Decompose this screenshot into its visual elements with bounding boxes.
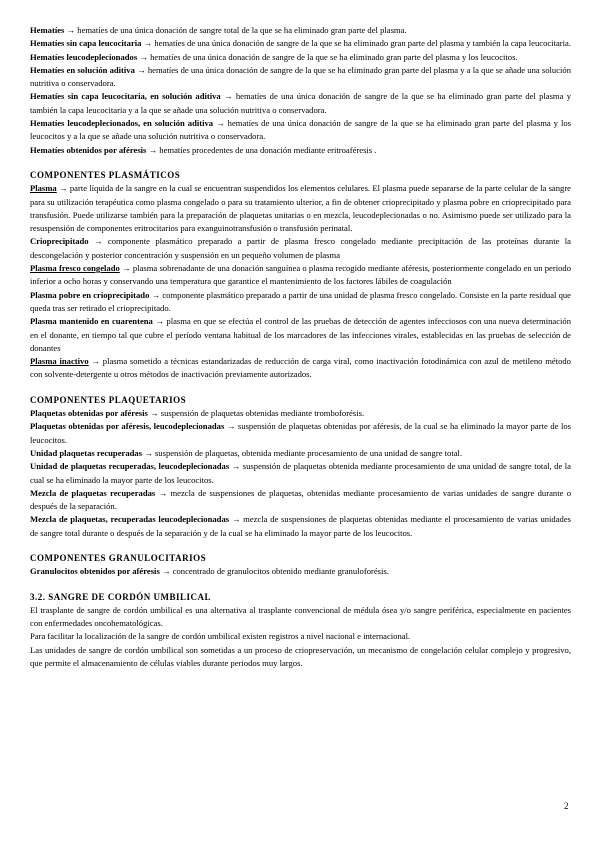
- definition-item: Mezcla de plaquetas, recuperadas leucodeplecionadas → mezcla de suspensiones de plaquetas obtenidas mediante el procesamiento de varias unidades de sangre total durante o después de la separación y de la cual se ha eliminado la mayor parte de los leucocitos.: [30, 514, 571, 538]
- definition-item: Plasma fresco congelado → plasma sobrenadante de una donación sanguínea o plasma recogido mediante aféresis, posteriormente congelado en un periodo inferior a ocho horas y conservando una temperatura que garantice el mantenimiento de los factores lábiles de coagulación: [30, 263, 571, 287]
- definition-item: Hematíes leucodeplecionados, en solución aditiva → hematíes de una única donación de sangre de la que se ha eliminado gran parte del plasma y los leucocitos y a la que se añade una solución nutritiva o conservadora.: [30, 118, 571, 142]
- definition-item: Crioprecipitado → componente plasmático preparado a partir de plasma fresco congelado mediante precipitación de las proteínas durante la descongelación y posterior concentración y suspensión en un pequeño volumen de plasma: [30, 236, 571, 260]
- definition-item: Plasma → parte líquida de la sangre en la cual se encuentran suspendidos los elementos celulares. El plasma puede separarse de la parte celular de la sangre para su utilización terapéutica como plasma congelado o para su tratamiento ulterior, a fin de obtener crioprecipitado y plasma pobre en crioprecipitado para transfusión. Puede utilizarse también para la preparación de plaquetas unitarias o en mezcla, leucodeplecionadas o no. Asimismo puede ser utilizado para la resuspensión de componentes eritrocitarios para exanguinotransfusión o transfusión perinatal.: [30, 183, 571, 234]
- definition-item: Plaquetas obtenidas por aféresis → suspensión de plaquetas obtenidas mediante tromboforésis.: [30, 408, 365, 419]
- definition-item: Hematíes sin capa leucocitaria → hematíes de una única donación de sangre de la que se ha eliminado gran parte del plasma y también la capa leucocitaria.: [30, 38, 571, 49]
- definition-item: Plasma inactivo → plasma sometido a técnicas estandarizadas de reducción de carga viral, como inactivación fotodinámica con azul de metileno método con solvente-detergente u otros métodos de inactivación previamente autorizados.: [30, 356, 571, 380]
- definition-item: Unidad de plaquetas recuperadas, leucodeplecionadas → suspensión de plaquetas obtenida mediante procesamiento de una unidad de sangre total, de la cual se ha eliminado la mayor parte de los leucocitos.: [30, 461, 571, 485]
- definition-item: Plasma mantenido en cuarentena → plasma en que se efectúa el control de las pruebas de detección de agentes infecciosos con una nueva determinación en el donante, en tiempo tal que cubre el período ventana habitual de los marcadores de las infecciones virales, establecidas en las pruebas de selección de donantes: [30, 316, 571, 353]
- definition-item: Hematíes leucodeplecionados → hematíes de una única donación de sangre de la que se ha eliminado gran parte del plasma y los leucocitos.: [30, 51, 518, 62]
- definition-item: Hematíes en solución aditiva → hematíes de una única donación de sangre de la que se ha eliminado gran parte del plasma y a la que se añade una solución nutritiva o conservadora.: [30, 64, 572, 89]
- definition-item: Hematíes obtenidos por aféresis → hematíes procedentes de una donación mediante eritroaféresis .: [30, 144, 377, 155]
- page-number: 2: [564, 801, 569, 811]
- document-page: [30, 0, 571, 670]
- definition-item: Plasma pobre en crioprecipitado → componente plasmático preparado a partir de una unidad de plasma fresco congelado. Consiste en la parte residual que queda tras ser retirado el crioprecipitado.: [30, 289, 571, 313]
- section-heading-cordon: 3.2. SANGRE DE CORDÓN UMBILICAL: [30, 591, 212, 602]
- section-heading-plasma: COMPONENTES PLASMÁTICOS: [30, 169, 181, 180]
- section-heading-plaquetas: COMPONENTES PLAQUETARIOS: [30, 394, 187, 405]
- definition-item: Plaquetas obtenidas por aféresis, leucodeplecionadas → suspensión de plaquetas obtenidas por aféresis, de la cual se ha eliminado la mayor parte de los leucocitos.: [30, 421, 571, 445]
- definition-item: Granulocitos obtenidos por aféresis → concentrado de granulocitos obtenido mediante granuloforésis.: [30, 566, 389, 577]
- definition-item: Unidad plaquetas recuperadas → suspensión de plaquetas, obtenida mediante procesamiento de una unidad de sangre total.: [30, 447, 463, 458]
- section-heading-granulocitos: COMPONENTES GRANULOCITARIOS: [30, 552, 207, 563]
- definition-item: Hematíes sin capa leucocitaria, en solución aditiva → hematíes de una única donación de sangre de la que se ha eliminado gran parte del plasma y también la capa leucocitaria y a la que se añade una solución nutritiva o conservadora.: [30, 91, 571, 115]
- definition-item: Hematíes → hematíes de una única donación de sangre total de la que se ha eliminado gran parte del plasma.: [30, 25, 407, 35]
- hematies-section: [30, 0, 571, 157]
- paragraph: El trasplante de sangre de cordón umbilical es una alternativa al trasplante convencional de médula ósea y/o sangre periférica, especialmente en pacientes con enfermedades oncohematológicas.: [30, 604, 571, 629]
- paragraph: Para facilitar la localización de la sangre de cordón umbilical existen registros a nivel nacional e internacional.: [30, 631, 411, 642]
- paragraph: Las unidades de sangre de cordón umbilical son sometidas a un proceso de criopreservación, un mecanismo de congelación celular complejo y progresivo, que permite el almacenamiento de células viables durante periodos muy largos.: [30, 644, 571, 669]
- definition-item: Mezcla de plaquetas recuperadas → mezcla de suspensiones de plaquetas, obtenidas mediante procesamiento de varias unidades de sangre durante o después de la separación.: [30, 487, 572, 512]
